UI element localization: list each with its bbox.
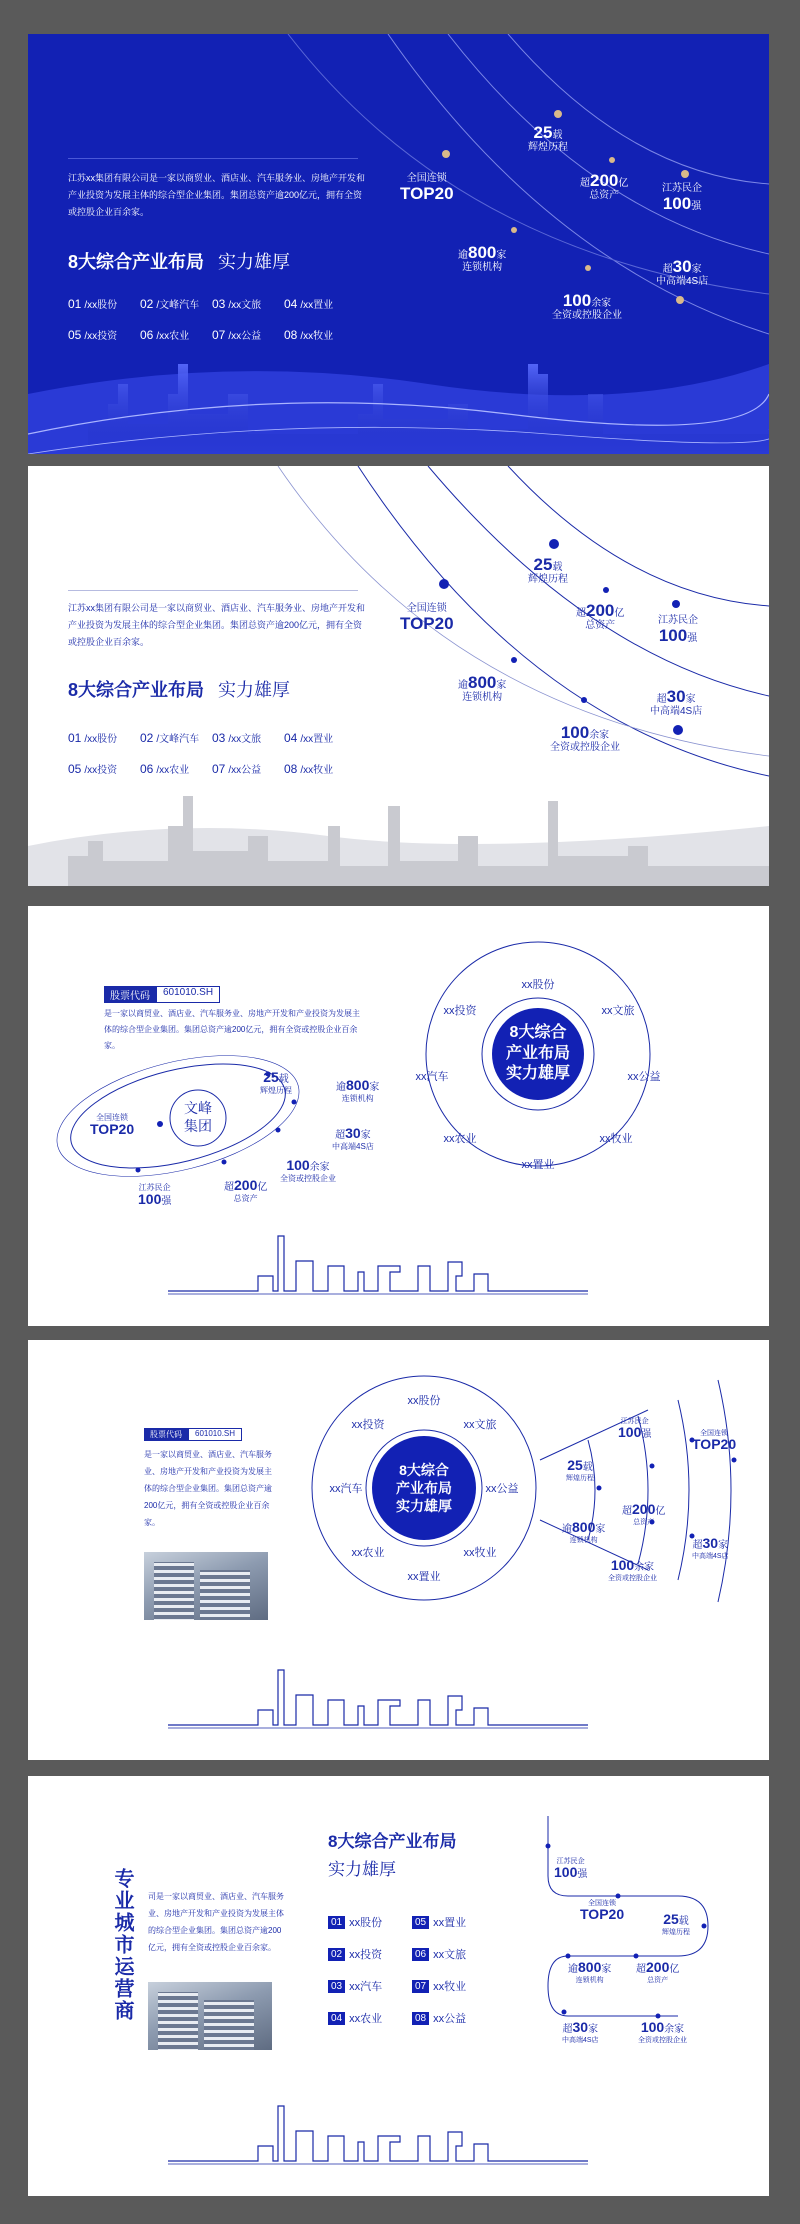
stat-4s: 超30家 中高端4S店 bbox=[650, 687, 703, 717]
ring-item: xx汽车 bbox=[415, 1071, 449, 1083]
stat-years: 25载 辉煌历程 bbox=[528, 123, 568, 153]
ring-item: xx汽车 bbox=[329, 1483, 363, 1495]
stock-label: 股票代码 bbox=[104, 986, 156, 1003]
ring-item: xx农业 bbox=[351, 1547, 385, 1559]
industry-item: 06 /xx农业 bbox=[140, 762, 190, 776]
industry-item: 03 /xx文旅 bbox=[212, 731, 262, 745]
headline bbox=[68, 676, 290, 702]
stat-years: 25载 辉煌历程 bbox=[566, 1457, 594, 1482]
core-line3: 实力雄厚 bbox=[396, 1498, 452, 1515]
industry-item: 05 /xx投资 bbox=[68, 328, 118, 342]
stock-value: 601010.SH bbox=[156, 986, 220, 1003]
line-art-background bbox=[28, 906, 769, 1326]
industry-item: 01 /xx股份 bbox=[68, 731, 118, 745]
stock-code bbox=[104, 986, 220, 1003]
stat-top20: 全国连锁 TOP20 bbox=[400, 603, 454, 633]
industry-item: 02 /文峰汽车 bbox=[140, 297, 200, 311]
industry-item: 04 /xx置业 bbox=[284, 297, 334, 311]
stat-private: 江苏民企 100强 bbox=[658, 615, 698, 645]
stat-owned: 100余家 全资或控股企业 bbox=[550, 723, 620, 753]
industry-cell: 01 xx股份 bbox=[328, 1914, 408, 1930]
stat-stores: 逾800家 连锁机构 bbox=[336, 1077, 380, 1103]
stat-owned: 100余家 全资或控股企业 bbox=[638, 2019, 687, 2044]
ring-item: xx牧业 bbox=[599, 1133, 633, 1145]
industry-item: 01 /xx股份 bbox=[68, 297, 118, 311]
industry-cell: 04 xx农业 bbox=[328, 2010, 408, 2026]
divider-line bbox=[68, 158, 358, 159]
industry-cell: 06 xx文旅 bbox=[412, 1946, 492, 1962]
ring-item: xx公益 bbox=[485, 1483, 519, 1495]
core-circle bbox=[372, 1436, 476, 1540]
ring-item: xx农业 bbox=[443, 1133, 477, 1145]
line-art-background bbox=[28, 1340, 769, 1760]
ring-item: xx牧业 bbox=[463, 1547, 497, 1559]
industry-item: 07 /xx公益 bbox=[212, 328, 262, 342]
industry-item: 05 /xx投资 bbox=[68, 762, 118, 776]
headline-sub: 实力雄厚 bbox=[218, 680, 291, 700]
stat-years: 25载 辉煌历程 bbox=[528, 555, 568, 585]
stat-years: 25载 辉煌历程 bbox=[662, 1911, 690, 1936]
core-line3: 实力雄厚 bbox=[505, 1065, 570, 1083]
headline-main: 8大综合产业布局 bbox=[68, 680, 205, 700]
stat-4s: 超30家 中高端4S店 bbox=[562, 2019, 599, 2044]
stat-years: 25载 辉煌历程 bbox=[260, 1069, 292, 1095]
ring-item: xx投资 bbox=[351, 1419, 385, 1431]
core-line1: 8大综合 bbox=[509, 1023, 567, 1041]
stat-top20: 全国连锁 TOP20 bbox=[400, 173, 454, 203]
panel-path-layout bbox=[28, 1776, 769, 2196]
headline bbox=[68, 248, 290, 274]
stat-owned: 100余家 全资或控股企业 bbox=[608, 1557, 657, 1582]
ring-item: xx文旅 bbox=[601, 1005, 635, 1017]
headline-sub: 实力雄厚 bbox=[328, 1860, 396, 1879]
core-line1: 8大综合 bbox=[399, 1461, 449, 1478]
industry-item: 06 /xx农业 bbox=[140, 328, 190, 342]
stat-top20: 全国连锁 TOP20 bbox=[90, 1113, 135, 1138]
stat-stores: 逾800家 连锁机构 bbox=[562, 1519, 606, 1544]
headline-main: 8大综合产业布局 bbox=[68, 252, 205, 272]
stat-assets: 超200亿 总资产 bbox=[580, 171, 629, 201]
stat-stores: 逾800家 连锁机构 bbox=[458, 673, 507, 703]
industry-cells bbox=[328, 1914, 492, 2026]
core-circle bbox=[492, 1008, 584, 1100]
stat-top20: 全国连锁 TOP20 bbox=[692, 1430, 737, 1453]
core-line2: 产业布局 bbox=[396, 1479, 452, 1496]
company-intro: 是一家以商贸业、酒店业、汽车服务业、房地产开发和产业投资为发展主体的综合型企业集团。集团总资产逾200亿元，拥有全资或控股企业百余家。 bbox=[144, 1450, 272, 1527]
panel-ring-fan-layout bbox=[28, 1340, 769, 1760]
stat-owned: 100余家 全资或控股企业 bbox=[552, 291, 622, 321]
ring-item: xx股份 bbox=[407, 1395, 441, 1407]
industry-item: 02 /文峰汽车 bbox=[140, 731, 200, 745]
industry-grid bbox=[68, 730, 356, 776]
stat-private: 江苏民企 100强 bbox=[618, 1418, 652, 1441]
stat-assets: 超200亿 总资产 bbox=[622, 1501, 666, 1526]
ring-item: xx股份 bbox=[521, 979, 555, 991]
divider-line bbox=[68, 590, 358, 591]
industry-item: 04 /xx置业 bbox=[284, 731, 334, 745]
stat-stores: 逾800家 连锁机构 bbox=[568, 1959, 612, 1984]
industry-item: 07 /xx公益 bbox=[212, 762, 262, 776]
stat-4s: 超30家 中高端4S店 bbox=[692, 1535, 729, 1560]
industry-cell: 02 xx投资 bbox=[328, 1946, 408, 1962]
headline bbox=[328, 1828, 456, 1884]
industry-cell: 05 xx置业 bbox=[412, 1914, 492, 1930]
stat-4s: 超30家 中高端4S店 bbox=[656, 257, 709, 287]
stock-code bbox=[144, 1428, 242, 1441]
panel-ring-layout bbox=[28, 906, 769, 1326]
stat-private: 江苏民企 100强 bbox=[662, 183, 702, 213]
stat-assets: 超200亿 总资产 bbox=[224, 1177, 268, 1203]
building-photo bbox=[144, 1552, 268, 1620]
building-photo bbox=[148, 1982, 272, 2050]
industry-item: 08 /xx牧业 bbox=[284, 762, 334, 776]
stat-4s: 超30家 中高端4S店 bbox=[332, 1125, 374, 1151]
industry-item: 08 /xx牧业 bbox=[284, 328, 334, 342]
ring-item: xx投资 bbox=[443, 1005, 477, 1017]
industry-cell: 07 xx牧业 bbox=[412, 1978, 492, 1994]
panel-white-overview bbox=[28, 466, 769, 886]
industry-cell: 08 xx公益 bbox=[412, 2010, 492, 2026]
company-intro: 江苏xx集团有限公司是一家以商贸业、酒店业、汽车服务业、房地产开发和产业投资为发展主体的综合型企业集团。集团总资产逾200亿元，拥有全资或控股企业百余家。 bbox=[68, 603, 366, 647]
stat-owned: 100余家 全资或控股企业 bbox=[280, 1157, 336, 1183]
vertical-title: 专业城市运营商 bbox=[111, 1868, 133, 2022]
company-intro: 江苏xx集团有限公司是一家以商贸业、酒店业、汽车服务业、房地产开发和产业投资为发展主体的综合型企业集团。集团总资产逾200亿元，拥有全资或控股企业百余家。 bbox=[68, 173, 366, 217]
stock-label: 股票代码 bbox=[144, 1428, 188, 1441]
ring-item: xx置业 bbox=[407, 1571, 441, 1583]
company-intro: 是一家以商贸业、酒店业、汽车服务业、房地产开发和产业投资为发展主体的综合型企业集团。集团总资产逾200亿元，拥有全资或控股企业百余家。 bbox=[104, 1009, 360, 1050]
arc-background bbox=[28, 34, 769, 454]
company-intro: 司是一家以商贸业、酒店业、汽车服务业、房地产开发和产业投资为发展主体的综合型企业集团。集团总资产逾200亿元，拥有全资或控股企业百余家。 bbox=[148, 1892, 284, 1952]
stat-stores: 逾800家 连锁机构 bbox=[458, 243, 507, 273]
stat-private: 江苏民企 100强 bbox=[138, 1183, 172, 1208]
core-line2: 产业布局 bbox=[505, 1044, 570, 1062]
stat-top20: 全国连锁 TOP20 bbox=[580, 1900, 625, 1923]
headline-main: 8大综合产业布局 bbox=[328, 1832, 457, 1851]
panel-blue-overview bbox=[28, 34, 769, 454]
headline-sub: 实力雄厚 bbox=[218, 252, 291, 272]
ring-item: xx文旅 bbox=[463, 1419, 497, 1431]
ring-item: xx公益 bbox=[627, 1071, 661, 1083]
seal-text: 文峰集团 bbox=[184, 1101, 212, 1135]
stat-assets: 超200亿 总资产 bbox=[576, 601, 625, 631]
industry-grid bbox=[68, 296, 356, 342]
stat-assets: 超200亿 总资产 bbox=[636, 1959, 680, 1984]
industry-item: 03 /xx文旅 bbox=[212, 297, 262, 311]
stat-private: 江苏民企 100强 bbox=[554, 1858, 588, 1881]
ring-item: xx置业 bbox=[521, 1159, 555, 1171]
stock-value: 601010.SH bbox=[188, 1428, 242, 1441]
industry-cell: 03 xx汽车 bbox=[328, 1978, 408, 1994]
